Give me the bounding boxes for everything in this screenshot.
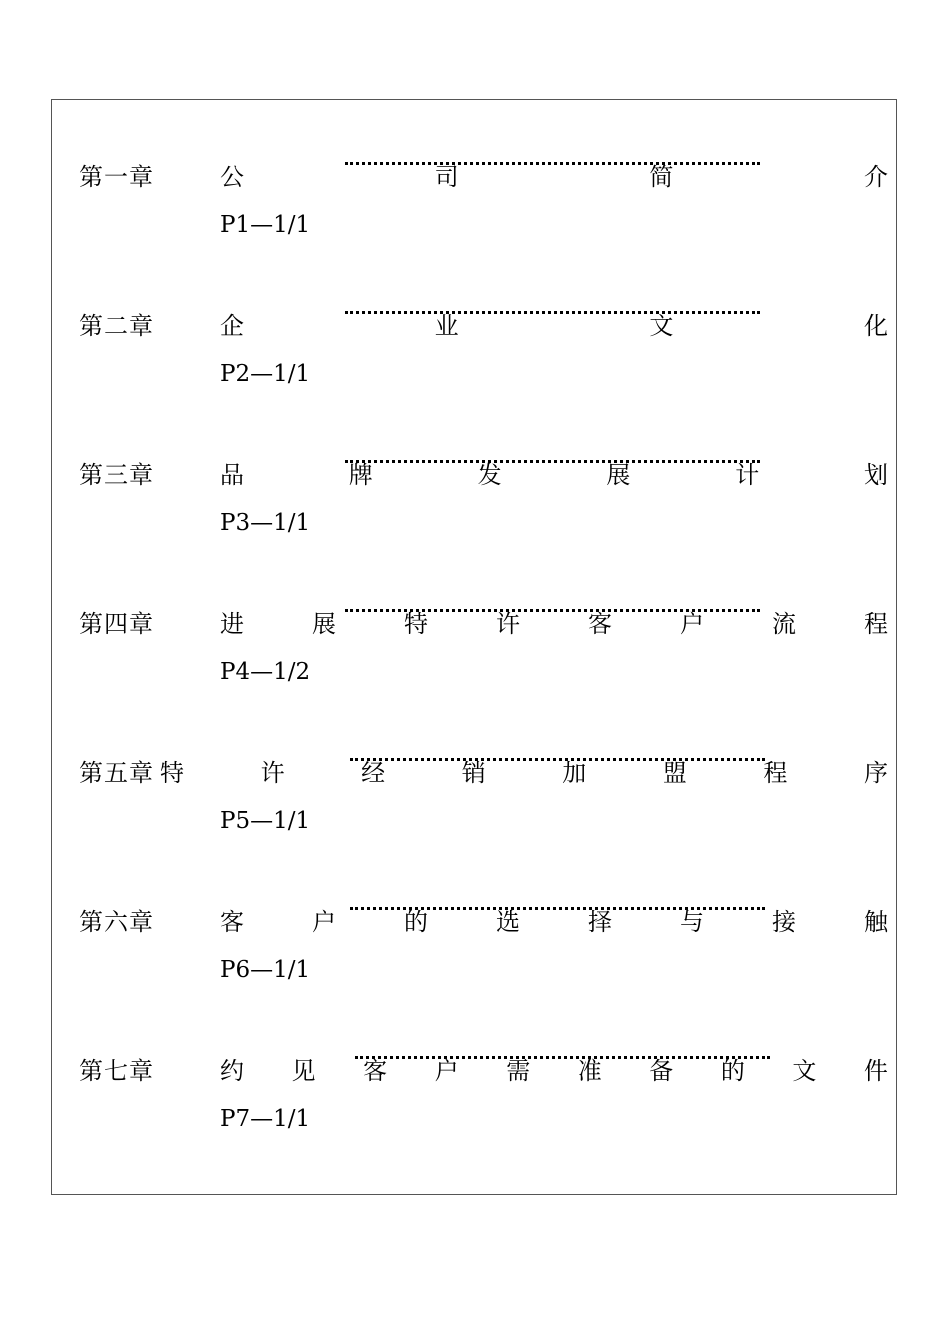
title-char: 接 [772, 908, 796, 936]
chapter-title [220, 1056, 888, 1086]
chapter-title [220, 609, 888, 639]
title-char: 简 [649, 163, 674, 191]
toc-entry-3[interactable] [52, 398, 898, 536]
title-char: 企 [220, 312, 244, 340]
chapter-label: 第五章 [79, 759, 154, 787]
title-char: 展 [606, 461, 631, 489]
toc-entry-1[interactable] [52, 100, 898, 238]
title-char: 约 [220, 1057, 244, 1085]
chapter-title [160, 758, 888, 788]
chapter-title [220, 162, 888, 192]
title-char: 业 [434, 312, 459, 340]
title-char: 户 [680, 610, 704, 638]
title-char: 进 [220, 610, 244, 638]
chapter-label: 第六章 [79, 908, 154, 936]
page-reference: P7—1/1 [220, 1106, 311, 1132]
chapter-label: 第七章 [79, 1057, 154, 1085]
title-char: 流 [772, 610, 796, 638]
title-char: 的 [720, 1057, 745, 1085]
title-char: 件 [863, 1057, 888, 1085]
table-of-contents [51, 99, 897, 1195]
title-char: 公 [220, 163, 244, 191]
title-char: 与 [680, 908, 704, 936]
chapter-title [220, 311, 888, 341]
title-char: 加 [562, 759, 587, 787]
title-char: 户 [312, 908, 336, 936]
title-char: 牌 [348, 461, 373, 489]
title-char: 销 [461, 759, 486, 787]
title-char: 择 [588, 908, 612, 936]
title-char: 客 [220, 908, 244, 936]
title-char: 触 [864, 908, 888, 936]
page-reference: P5—1/1 [220, 808, 311, 834]
title-char: 文 [792, 1057, 817, 1085]
title-char: 选 [496, 908, 520, 936]
chapter-label: 第四章 [79, 610, 154, 638]
toc-entry-4[interactable] [52, 547, 898, 685]
title-char: 介 [863, 163, 888, 191]
title-char: 划 [863, 461, 888, 489]
title-char: 序 [863, 759, 888, 787]
chapter-label: 第一章 [79, 163, 154, 191]
title-char: 展 [312, 610, 336, 638]
title-char: 计 [735, 461, 760, 489]
title-char: 品 [220, 461, 244, 489]
title-char: 发 [477, 461, 502, 489]
title-char: 盟 [662, 759, 687, 787]
title-char: 文 [649, 312, 674, 340]
title-char: 需 [506, 1057, 531, 1085]
title-char: 化 [863, 312, 888, 340]
title-char: 见 [291, 1057, 316, 1085]
toc-entry-2[interactable] [52, 249, 898, 387]
toc-entry-7[interactable] [52, 994, 898, 1132]
page-reference: P4—1/2 [220, 659, 311, 685]
page-reference: P2—1/1 [220, 361, 311, 387]
title-char: 客 [588, 610, 612, 638]
title-char: 户 [434, 1057, 459, 1085]
title-char: 的 [404, 908, 428, 936]
title-char: 许 [496, 610, 520, 638]
title-char: 客 [363, 1057, 388, 1085]
chapter-label: 第二章 [79, 312, 154, 340]
title-char: 备 [649, 1057, 674, 1085]
title-char: 程 [763, 759, 788, 787]
title-char: 经 [361, 759, 386, 787]
title-char: 特 [404, 610, 428, 638]
page-reference: P6—1/1 [220, 957, 311, 983]
page-reference: P1—1/1 [220, 212, 311, 238]
toc-entry-6[interactable] [52, 845, 898, 983]
title-char: 准 [577, 1057, 602, 1085]
toc-entry-5[interactable] [52, 696, 898, 834]
title-char: 许 [260, 759, 285, 787]
chapter-label: 第三章 [79, 461, 154, 489]
chapter-title [220, 907, 888, 937]
page-reference: P3—1/1 [220, 510, 311, 536]
title-char: 特 [160, 759, 184, 787]
chapter-title [220, 460, 888, 490]
title-char: 程 [864, 610, 888, 638]
title-char: 司 [434, 163, 459, 191]
